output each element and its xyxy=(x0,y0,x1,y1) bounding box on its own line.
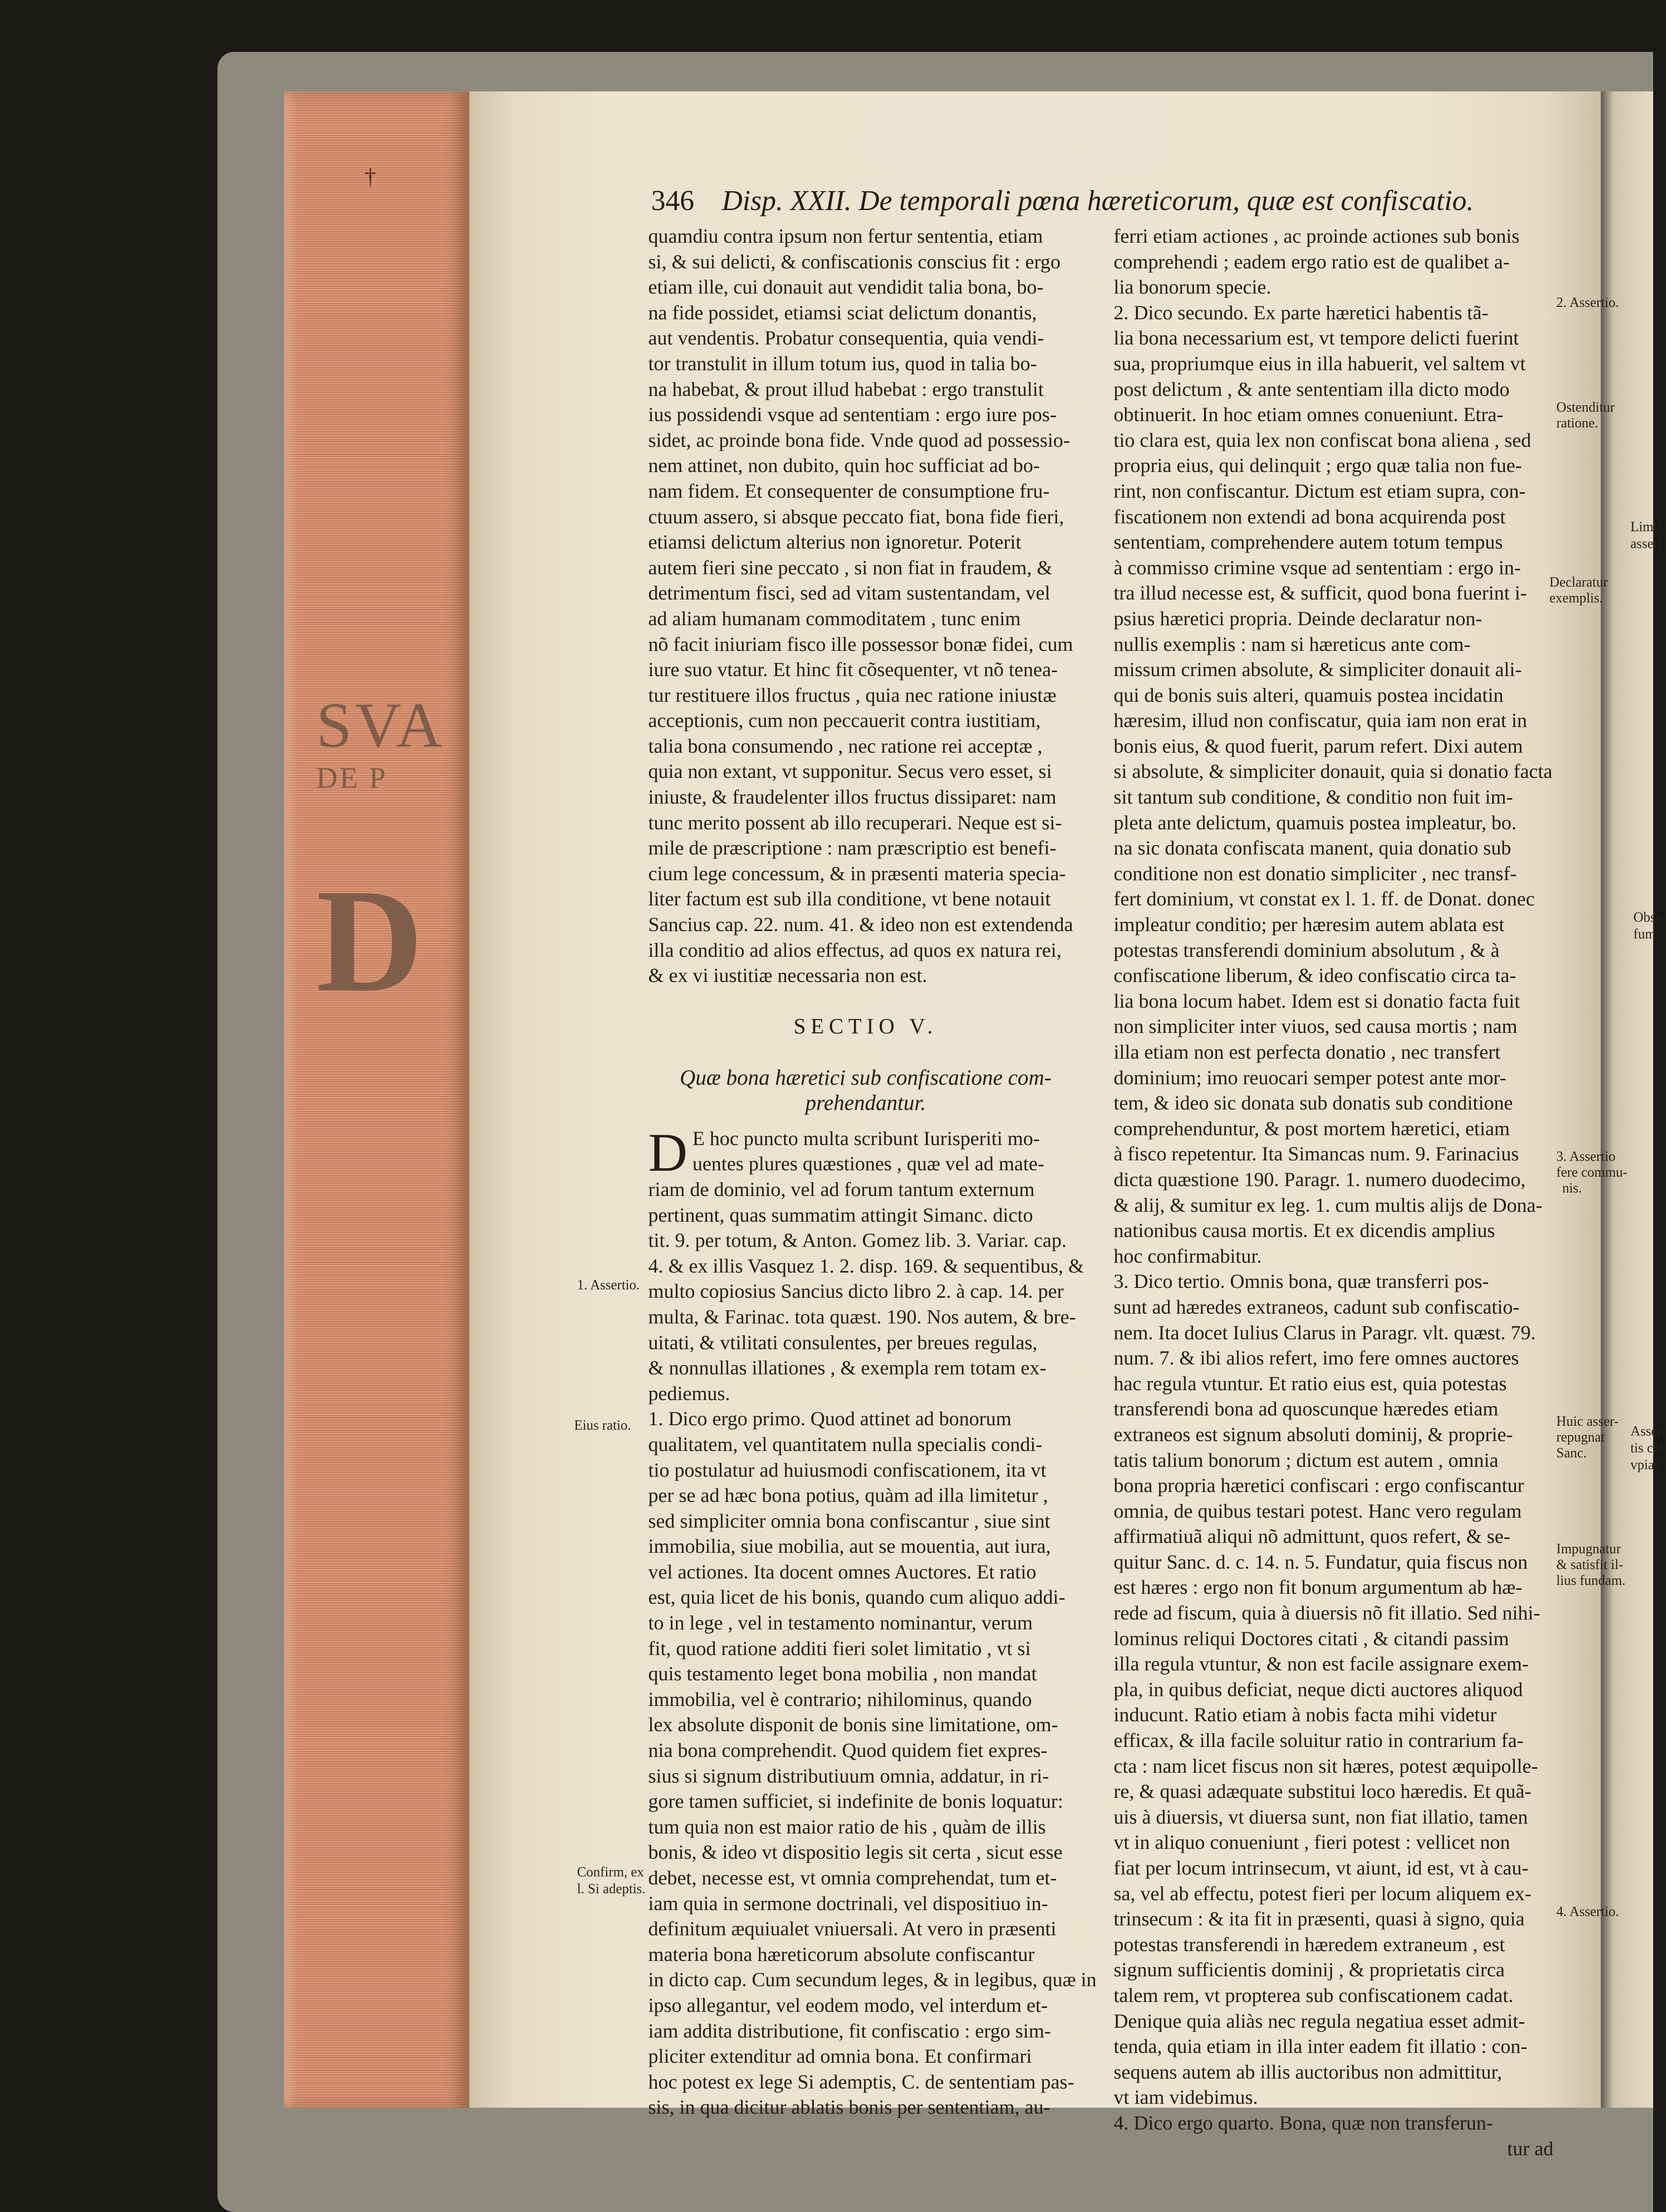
text-line: illa conditio ad alios effectus, ad quos ex natura rei, xyxy=(648,938,1062,961)
text-line: extraneos est signum absoluti dominij, & proprie- xyxy=(1114,1423,1513,1446)
text-line: tatis talium bonorum ; dictum est autem , omnia xyxy=(1114,1448,1499,1471)
text-line: pediemus. xyxy=(648,1382,730,1404)
text-line: Denique quia aliàs nec regula negatiua esset admit- xyxy=(1114,2009,1525,2032)
text-line: vt in aliquo conueniunt , fieri potest : vellicet non xyxy=(1114,1831,1510,1854)
margin-note: 3. Assertio xyxy=(1556,1149,1616,1164)
text-line: talia bona consumendo , nec ratione rei acceptæ , xyxy=(648,734,1042,757)
margin-note: ratione. xyxy=(1556,416,1598,431)
text-line: lia bona necessarium est, vt tempore delicti fuerint xyxy=(1114,327,1519,349)
text-line: tunc merito possent ab illo recuperari. Neque est si- xyxy=(648,811,1062,834)
text-line: na habebat, & prout illud habebat : ergo transtulit xyxy=(648,378,1044,400)
text-line: sit tantum sub conditione, & conditio non fuit im- xyxy=(1114,786,1513,808)
text-line: potestas transferendi in hæredem extraneum , est xyxy=(1114,1933,1505,1956)
text-line: tur restituere illos fructus , quia nec ratione iniustæ xyxy=(648,683,1057,706)
text-line: detrimentum fisci, sed ad vitam sustentandam, vel xyxy=(648,582,1050,604)
text-line: pleta ante delictum, quamuis postea impleatur, bo. xyxy=(1114,811,1517,834)
text-line: tor transtulit in illum totum ius, quod in talia bo- xyxy=(648,352,1037,375)
facing-page-fragment: asseri xyxy=(1630,536,1662,552)
text-line: lex absolute disponit de bonis sine limitatione, om- xyxy=(648,1713,1058,1736)
text-line: sis, in qua dicitur ablatis bonis per sententiam, au- xyxy=(648,2096,1050,2119)
text-line: uis à diuersis, vt diuersa sunt, non fiat illatio, tamen xyxy=(1114,1805,1528,1828)
running-header xyxy=(651,184,1474,218)
text-line: efficax, & illa facile soluitur ratio in contrarium fa- xyxy=(1114,1729,1524,1752)
text-line: si, & sui delicti, & confiscationis conscius fit : ergo xyxy=(648,250,1061,273)
text-line: ad aliam humanam commoditatem , tunc enim xyxy=(648,607,1021,630)
text-line: dominium; imo reuocari semper potest ante mor- xyxy=(1114,1066,1506,1089)
facing-page-fragment: vpian xyxy=(1630,1457,1662,1473)
text-line: pliciter extenditur ad omnia bona. Et confirmari xyxy=(648,2045,1032,2068)
text-line: multo copiosius Sancius dicto libro 2. à cap. 14. per xyxy=(648,1280,1064,1303)
text-line: illa regula vtuntur, & non est facile assignare exem- xyxy=(1114,1653,1529,1675)
stamp-line: DE P xyxy=(316,761,388,794)
margin-note: exemplis. xyxy=(1549,591,1603,606)
text-line: gore tamen sufficiet, si indefinite de bonis loquatur: xyxy=(648,1790,1063,1813)
text-line: & ex vi iustitiæ necessaria non est. xyxy=(648,964,927,987)
text-line: Sancius cap. 22. num. 41. & ideo non est extendenda xyxy=(648,913,1073,936)
text-line: propria eius, qui delinquit ; ergo quæ talia non fue- xyxy=(1114,454,1522,477)
text-line: re, & quasi adæquate substitui loco hæredis. Et quã- xyxy=(1114,1780,1532,1803)
text-line: hæresim, illud non confiscatur, quia iam non erat in xyxy=(1114,709,1527,732)
text-line: nõ facit iniuriam fisco ille possessor bonæ fidei, cum xyxy=(648,633,1073,655)
text-line: etiamsi delictum alterius non ignoretur. Poterit xyxy=(648,531,1022,553)
text-line: non simpliciter inter viuos, sed causa mortis ; nam xyxy=(1114,1015,1518,1038)
text-line: debet, necesse est, vt omnia comprehendat, tum et- xyxy=(648,1867,1057,1889)
text-line: liter factum est sub illa conditione, vt bene notauit xyxy=(648,888,1051,910)
text-line: hac regula vtuntur. Et ratio eius est, quia potestas xyxy=(1114,1372,1507,1395)
margin-note: & satisfit il- xyxy=(1556,1557,1624,1573)
text-line: pertinent, quas summatim attingit Simanc. dicto xyxy=(648,1203,1033,1226)
text-line: bonis, & ideo vt dispositio legis sit certa , sicut esse xyxy=(648,1841,1063,1864)
text-line: 3. Dico tertio. Omnis bona, quæ transferri pos- xyxy=(1114,1270,1489,1293)
margin-note: nis. xyxy=(1562,1181,1582,1196)
margin-note: l. Si adeptis. xyxy=(577,1881,646,1897)
margin-note: fere commu- xyxy=(1556,1165,1627,1180)
text-line: est hæres : ergo non fit bonum argumentum ab hæ- xyxy=(1114,1576,1522,1599)
text-line: multa, & Farinac. tota quæst. 190. Nos autem, & bre- xyxy=(648,1305,1076,1328)
text-line: immobilia, vel è contrario; nihilominus, quando xyxy=(648,1688,1032,1710)
text-line: confiscatione liberum, & ideo confiscatio circa ta- xyxy=(1114,964,1516,987)
spine-mark: † xyxy=(365,164,376,189)
text-line: immobilia, siue mobilia, aut se mouentia, aut iura, xyxy=(648,1535,1051,1558)
text-line: aut vendentis. Probatur consequentia, quia vendi- xyxy=(648,327,1044,349)
text-line: cta : nam licet fiscus non sit hæres, potest æquipolle- xyxy=(1114,1754,1538,1777)
margin-note: repugnat xyxy=(1556,1430,1605,1445)
text-line: etiam ille, cui donauit aut vendidit talia bona, bo- xyxy=(648,276,1044,298)
text-line: iniuste, & fraudelenter illos fructus dissiparet: nam xyxy=(648,786,1057,808)
margin-note: 1. Assertio. xyxy=(577,1277,640,1293)
margin-note: Declaratur xyxy=(1549,575,1608,590)
spacer xyxy=(648,1039,1083,1065)
text-line: sed simpliciter omnia bona confiscantur , siue sint xyxy=(648,1509,1050,1532)
text-line: signum sufficientis dominij , & proprietatis circa xyxy=(1114,1958,1505,1981)
facing-page-fragment: fum xyxy=(1633,927,1656,942)
text-line: bonis eius, & quod fuerit, parum refert. Dixi autem xyxy=(1114,734,1523,757)
text-line: tit. 9. per totum, & Anton. Gomez lib. 3. Variar. cap. xyxy=(648,1229,1067,1252)
facing-page-fragment: Asseri xyxy=(1630,1424,1666,1439)
text-line: vt iam videbimus. xyxy=(1114,2086,1258,2109)
text-line: lominus reliqui Doctores citati , & citandi passim xyxy=(1114,1627,1509,1650)
text-line: vel actiones. Ita docent omnes Auctores. Et ratio xyxy=(648,1560,1037,1583)
margin-note: Confirm, ex xyxy=(577,1865,644,1880)
stamp-line: SVA xyxy=(316,690,446,761)
text-line: tra illud necesse est, & sufficit, quod bona fuerint i- xyxy=(1114,582,1527,604)
text-line: cium lege concessum, & in præsenti materia specia- xyxy=(648,862,1066,885)
text-line: tem, & ideo sic donata sub donatis sub conditione xyxy=(1114,1092,1513,1114)
text-line: to in lege , vel in testamento nominantur, verum xyxy=(648,1612,1033,1634)
text-line: sa, vel ab effectu, potest fieri per locum aliquem ex- xyxy=(1114,1882,1532,1905)
text-line: sidet, ac proinde bona fide. Vnde quod ad possessio- xyxy=(648,428,1070,451)
text-line: rint, non confiscantur. Dictum est etiam supra, con- xyxy=(1114,479,1526,502)
text-line: obtinuerit. In hoc etiam omnes conueniunt. Etra- xyxy=(1114,403,1503,426)
text-line: sententiam, comprehendere autem totum tempus xyxy=(1114,531,1503,553)
text-line: qualitatem, vel quantitatem nulla specialis condi- xyxy=(648,1433,1042,1455)
section-subtitle: prehendantur. xyxy=(805,1091,926,1115)
text-line: per se ad hæc bona potius, quàm ad illa limitetur , xyxy=(648,1484,1048,1507)
text-line: lia bona locum habet. Idem est si donatio facta fuit xyxy=(1114,989,1520,1012)
margin-note: lius fundam. xyxy=(1556,1573,1625,1588)
text-line: hoc potest ex lege Si ademptis, C. de sententiam pas- xyxy=(648,2070,1075,2093)
margin-note: 4. Assertio. xyxy=(1556,1904,1619,1919)
text-line: sunt ad hæredes extraneos, cadunt sub confiscatio- xyxy=(1114,1295,1520,1318)
text-line: dicta quæstione 190. Paragr. 1. numero duodecimo, xyxy=(1114,1168,1526,1191)
text-line: ctuum assero, si absque peccato fiat, bona fide fieri, xyxy=(648,505,1064,528)
text-line: sequens autem ab illis auctoribus non admittitur, xyxy=(1114,2060,1502,2083)
text-line: nullis exemplis : nam si hæreticus ante com- xyxy=(1114,633,1471,655)
text-line: affirmatiuã aliqui nõ admittunt, quos refert, & se- xyxy=(1114,1525,1510,1548)
stamp-letter: D xyxy=(316,858,418,1022)
text-line: hoc confirmabitur. xyxy=(1114,1244,1262,1267)
text-line: riam de dominio, vel ad forum tantum externum xyxy=(648,1178,1035,1200)
spacer xyxy=(648,988,1083,1014)
text-line: qui de bonis suis alteri, quamuis postea incidatin xyxy=(1114,683,1503,706)
running-title: Disp. XXII. De temporali pœna hæreticorum, quæ est confiscatio. xyxy=(722,184,1474,216)
text-line: iam quia in sermone doctrinali, vel dispositiuo in- xyxy=(648,1892,1048,1914)
text-line: num. 7. & ibi alios refert, imo fere omnes auctores xyxy=(1114,1347,1519,1369)
text-line: iure suo vtatur. Et hinc fit cõsequenter, vt nõ tenea- xyxy=(648,658,1058,681)
text-line: 4. Dico ergo quarto. Bona, quæ non transferun- xyxy=(1114,2111,1493,2134)
text-line: nationibus causa mortis. Et ex dicendis amplius xyxy=(1114,1219,1495,1242)
text-line: quia non extant, vt supponitur. Secus vero esset, si xyxy=(648,760,1052,783)
text-line: est, quia licet de his bonis, quando cum aliquo addi- xyxy=(648,1586,1066,1609)
facing-page-fragment: tis cal xyxy=(1630,1441,1664,1456)
text-line: ipso allegantur, vel eodem modo, vel interdum et- xyxy=(648,1994,1048,2016)
text-line: & alij, & sumitur ex leg. 1. cum multis alijs de Dona- xyxy=(1114,1193,1542,1216)
text-line: 4. & ex illis Vasquez 1. 2. disp. 169. & sequentibus, & xyxy=(648,1254,1084,1277)
text-line: impleatur conditio; per hæresim autem ablata est xyxy=(1114,913,1505,936)
text-line: comprehenduntur, & post mortem hæretici, etiam xyxy=(1114,1117,1510,1140)
margin-note: Eius ratio. xyxy=(574,1418,631,1433)
text-line: omnia, de quibus testari potest. Hanc vero regulam xyxy=(1114,1499,1522,1522)
text-line: nem attinet, non dubito, quin hoc sufficiat ad bo- xyxy=(648,454,1040,477)
left-text-column xyxy=(648,223,1097,2120)
drop-cap: D xyxy=(648,1122,688,1183)
text-line: post delictum , & ante sententiam illa dicto modo xyxy=(1114,378,1510,400)
text-line: E hoc puncto multa scribunt Iurisperiti mo- xyxy=(692,1127,1040,1149)
text-line: psius hæretici propria. Deinde declaratur non- xyxy=(1114,607,1482,630)
text-line: tio clara est, quia lex non confiscat bona aliena , sed xyxy=(1114,428,1532,451)
text-line: tum quia non est maior ratio de his , quàm de illis xyxy=(648,1815,1046,1838)
text-line: fert dominium, vt constat ex l. 1. ff. de Donat. donec xyxy=(1114,888,1535,910)
text-line: fit, quod ratione additi fieri solet limitatio , vt si xyxy=(648,1637,1031,1659)
page-number: 346 xyxy=(651,184,694,216)
section-subtitle: Quæ bona hæretici sub confiscatione com- xyxy=(679,1065,1052,1090)
text-line: comprehendi ; eadem ergo ratio est de qualibet a- xyxy=(1114,250,1510,273)
text-line: quitur Sanc. d. c. 14. n. 5. Fundatur, quia fiscus non xyxy=(1114,1550,1528,1573)
text-line: acceptionis, cum non peccauerit contra iustitiam, xyxy=(648,709,1041,732)
text-line: autem fieri sine peccato , si non fiat in fraudem, & xyxy=(648,556,1053,579)
text-line: 2. Dico secundo. Ex parte hæretici habentis tã- xyxy=(1114,301,1489,324)
facing-page-edge xyxy=(1601,91,1653,2108)
text-line: fiat per locum intrinsecum, vt aiunt, id est, vt à cau- xyxy=(1114,1857,1529,1879)
text-line: lia bonorum specie. xyxy=(1114,276,1271,298)
text-line: nia bona comprehendit. Quod quidem fiet expres- xyxy=(648,1739,1047,1762)
text-line: missum crimen absolute, & simpliciter donauit ali- xyxy=(1114,658,1522,681)
text-line: trinsecum : & ita fit in præsenti, quasi à signo, quia xyxy=(1114,1908,1525,1930)
text-line: in dicto cap. Cum secundum leges, & in legibus, quæ in xyxy=(648,1968,1097,1991)
text-line: definitum æquiualet vniuersali. At vero in præsenti xyxy=(648,1917,1057,1940)
margin-note: Huic asser- xyxy=(1556,1414,1619,1429)
text-line: bona propria hæretici confiscari : ergo confiscantur xyxy=(1114,1474,1524,1497)
text-line: quamdiu contra ipsum non fertur sententia, etiam xyxy=(648,225,1043,247)
margin-note: Sanc. xyxy=(1556,1446,1587,1461)
text-line: si absolute, & simpliciter donauit, quia si donatio facta xyxy=(1114,760,1553,783)
text-line: fiscationem non extendi ad bona acquirenda post xyxy=(1114,505,1506,528)
margin-note: Impugnatur xyxy=(1556,1541,1621,1557)
text-line: rede ad fiscum, quia à diuersis nõ fit illatio. Sed nihi- xyxy=(1114,1602,1541,1624)
text-line: tio postulatur ad huiusmodi confiscationem, ita vt xyxy=(648,1458,1046,1481)
text-line: materia bona hæreticorum absolute confiscantur xyxy=(648,1943,1035,1965)
text-line: uentes plures quæstiones , quæ vel ad mate- xyxy=(692,1152,1044,1175)
text-line: tenda, quia etiam in illa inter eadem fit illatio : con- xyxy=(1114,2035,1528,2058)
text-line: nam fidem. Et consequenter de consumptione fru- xyxy=(648,479,1050,502)
facing-page-fragment: Limit xyxy=(1630,519,1662,535)
text-line: ferri etiam actiones , ac proinde actiones sub bonis xyxy=(1114,225,1520,247)
margin-note: Ostenditur xyxy=(1556,400,1615,415)
text-line: ius possidendi vsque ad sententiam : ergo iure pos- xyxy=(648,403,1057,426)
text-line: & nonnullas illationes , & exempla rem totam ex- xyxy=(648,1357,1046,1379)
text-line: quis testamento leget bona mobilia , non mandat xyxy=(648,1662,1037,1685)
text-line: conditione non est donatio simpliciter , nec transf- xyxy=(1114,862,1517,885)
text-line: illa etiam non est perfecta donatio , nec transfert xyxy=(1114,1041,1501,1063)
text-line: transferendi bona ad quoscunque hæredes etiam xyxy=(1114,1398,1499,1420)
margin-note: 2. Assertio. xyxy=(1556,295,1619,310)
text-line: à commisso crimine vsque ad sententiam : ergo in- xyxy=(1114,556,1521,579)
library-stamp xyxy=(316,692,464,1235)
text-line: sua, propriumque eius in illa habuerit, vel saltem vt xyxy=(1114,352,1526,375)
text-line: nem. Ita docet Iulius Clarus in Paragr. vlt. quæst. 79. xyxy=(1114,1321,1536,1344)
facing-page-fragment: Obse xyxy=(1633,910,1662,925)
text-line: 1. Dico ergo primo. Quod attinet ad bonorum xyxy=(648,1407,1012,1430)
text-line: potestas transferendi dominium absolutum , & à xyxy=(1114,938,1499,961)
text-line: iam addita distributione, fit confiscatio : ergo sim- xyxy=(648,2019,1051,2042)
section-title: SECTIO V. xyxy=(793,1014,938,1039)
text-line: inducunt. Ratio etiam à nobis facta mihi videtur xyxy=(1114,1703,1497,1726)
text-line: à fisco repetentur. Ita Simancas num. 9. Farinacius xyxy=(1114,1143,1519,1165)
text-line: uitati, & vtilitati consulentes, per breues regulas, xyxy=(648,1331,1038,1354)
text-line: na fide possidet, etiamsi sciat delictum donantis, xyxy=(648,301,1037,324)
right-text-column xyxy=(1114,223,1553,2161)
spacer xyxy=(648,1116,1083,1126)
text-line: na sic donata confiscata manent, quia donatio sub xyxy=(1114,837,1511,859)
text-line: talem rem, vt propterea sub confiscationem cadat. xyxy=(1114,1984,1513,2006)
text-line: pla, in quibus deficiat, neque dicti auctores aliquod xyxy=(1114,1678,1523,1701)
text-line: mile de præscriptione : nam præscriptio est benefi- xyxy=(648,837,1057,859)
text-line: sius si signum distributiuum omnia, addatur, in ri- xyxy=(648,1764,1049,1787)
text-line: tur ad xyxy=(1507,2137,1553,2160)
